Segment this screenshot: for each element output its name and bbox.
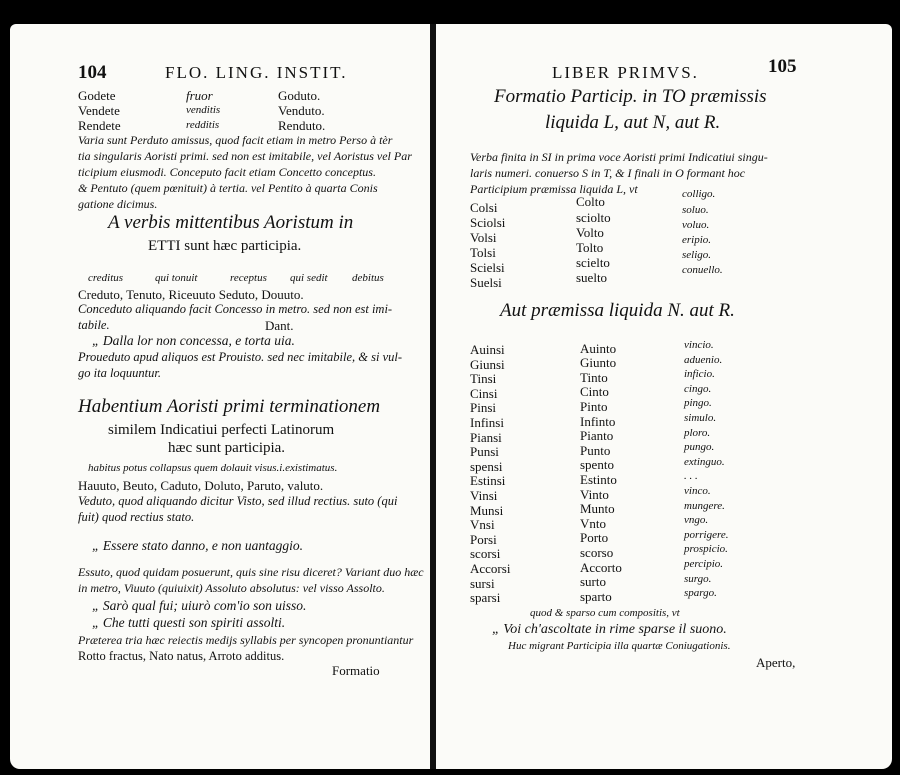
list-item: surto	[580, 574, 606, 590]
list-item: voluo.	[682, 219, 710, 231]
list-item: ploro.	[684, 426, 711, 439]
list-item: sciolto	[576, 210, 611, 225]
text-line: gatione dicimus.	[78, 197, 158, 211]
list-item: surgo.	[684, 572, 712, 585]
right-running-head: LIBER PRIMVS.	[552, 63, 699, 82]
gloss: qui sedit	[290, 272, 328, 284]
list-item: Auinsi	[470, 342, 505, 357]
list-item: mungere.	[684, 499, 725, 512]
list-item: Infinsi	[470, 415, 504, 430]
list-item: Tolto	[576, 240, 604, 255]
list-item: Pinsi	[470, 400, 497, 416]
list-item: Accorsi	[470, 561, 511, 576]
text-line: Varia sunt Perduto amissus, quod facit etiam in metro Perso à tèr	[78, 133, 393, 147]
left-page-number: 104	[78, 62, 107, 83]
quotation: „ Che tutti questi son spiriti assolti.	[92, 615, 286, 630]
table-cell: redditis	[186, 119, 220, 131]
text-line: fuit) quod rectius stato.	[78, 510, 195, 524]
list-item: Munto	[580, 501, 615, 517]
text-line: go ita loquuntur.	[78, 366, 161, 380]
list-item: sparto	[580, 588, 612, 604]
quotation: „ Voi ch'ascoltate in rime sparse il suono.	[492, 622, 727, 637]
text-line: Hauuto, Beuto, Caduto, Doluto, Paruto, valuto.	[78, 478, 324, 493]
list-item: Estinsi	[470, 473, 506, 489]
list-item: sparsi	[470, 590, 501, 606]
list-item: Pianto	[580, 428, 614, 444]
text-line: Rotto fractus, Nato natus, Arroto additus.	[78, 649, 285, 663]
list-item: spento	[580, 457, 614, 473]
text-line: quod & sparso cum compositis, vt	[530, 607, 680, 619]
text-line: ticipium eiusmodi. Conceputo facit etiam Concetto conceptus.	[78, 165, 376, 179]
quotation: „ Essere stato danno, e non uantaggio.	[92, 538, 303, 553]
section-subheading: ETTI sunt hæc participia.	[148, 238, 302, 254]
text-line: in metro, Viuuto (quiuixit) Assoluto absolutus: vel visso Assolto.	[78, 581, 385, 595]
text-line: Veduto, quod aliquando dicitur Visto, sed illud rectius. suto (qui	[78, 494, 398, 508]
list-item: Giunsi	[470, 356, 505, 372]
list-item: scorso	[580, 544, 614, 560]
list-item: . . .	[684, 470, 698, 483]
section-heading: liquida L, aut N, aut R.	[545, 112, 721, 133]
list-item: Tinsi	[470, 371, 497, 387]
gloss: receptus	[230, 272, 267, 284]
list-item: Volsi	[470, 230, 497, 245]
list-item: Scielsi	[470, 260, 505, 275]
list-item: Accorto	[580, 559, 622, 575]
list-item: vngo.	[684, 514, 709, 527]
list-item: spensi	[470, 458, 503, 474]
list-item: pungo.	[684, 441, 715, 454]
list-item: Punto	[580, 442, 611, 458]
list-item: cingo.	[684, 382, 712, 395]
list-item: Suelsi	[470, 275, 502, 290]
table-cell: Renduto.	[278, 118, 326, 133]
list-item: eripio.	[682, 234, 712, 246]
text-line: tabile.	[78, 318, 110, 332]
list-item: colligo.	[682, 188, 716, 200]
text-line: Participium præmissa liquida L, vt	[470, 182, 638, 196]
gloss: creditus	[88, 272, 124, 284]
table-cell: Rendete	[78, 118, 121, 133]
list-item: simulo.	[684, 412, 717, 424]
list-item: Auinto	[580, 340, 617, 356]
list-item: scorsi	[470, 546, 501, 562]
list-item: prospicio.	[684, 543, 728, 556]
text-line: Essuto, quod quidam posuerunt, quis sine risu diceret? Variant duo hæc	[78, 565, 424, 579]
list-item: soluo.	[682, 204, 709, 216]
text-line: laris numeri. conuerso S in T, & I finali in O formant hoc	[470, 166, 746, 180]
list-item: Sciolsi	[470, 215, 506, 230]
list-item: extinguo.	[684, 455, 725, 468]
list-item: Piansi	[470, 429, 502, 445]
list-item: Porto	[580, 530, 609, 546]
list-item: percipio.	[684, 558, 723, 570]
list-item: conuello.	[682, 264, 723, 276]
list-item: spargo.	[684, 587, 717, 600]
gloss: debitus	[352, 272, 384, 284]
list-item: Cinsi	[470, 385, 498, 401]
gloss: qui tonuit	[155, 272, 198, 284]
list-item: Pinto	[580, 398, 608, 414]
list-item: Tinto	[580, 369, 608, 385]
quotation: „ Sarò qual fui; uiurò com'io son uisso.	[92, 598, 307, 613]
list-item: Vnto	[580, 515, 606, 531]
text-line: Creduto, Tenuto, Riceuuto Seduto, Douuto.	[78, 287, 304, 302]
right-page-number: 105	[768, 56, 797, 77]
list-item: vinco.	[684, 485, 711, 497]
table-cell: fruor	[186, 88, 213, 103]
text-line: Verba finita in SI in prima voce Aoristi primi Indicatiui singu-	[470, 150, 768, 164]
list-item: inficio.	[684, 368, 715, 381]
section-heading: Habentium Aoristi primi terminationem	[78, 396, 381, 417]
list-item: Estinto	[580, 471, 617, 487]
left-running-head: FLO. LING. INSTIT.	[165, 63, 348, 82]
list-item: Cinto	[580, 384, 609, 400]
list-item: Giunto	[580, 355, 617, 371]
catchword: Aperto,	[756, 655, 796, 670]
list-item: Infinto	[580, 413, 616, 429]
text-line: tia singularis Aoristi primi. sed non est imitabile, vel Aoristus vel Par	[78, 149, 412, 163]
list-item: Volto	[576, 225, 604, 240]
list-item: Vnsi	[470, 517, 495, 533]
list-item: Munsi	[470, 502, 504, 518]
text-line: Conceduto aliquando facit Concesso in metro. sed non est imi-	[78, 302, 393, 316]
text-line: Præterea tria hæc reiectis medijs syllabis per syncopen pronuntiantur	[78, 633, 414, 647]
list-item: porrigere.	[684, 528, 729, 541]
list-item: suelto	[576, 270, 608, 285]
list-item: sursi	[470, 575, 495, 591]
quotation: „ Dalla lor non concessa, e torta uia.	[92, 333, 295, 348]
list-item: vincio.	[684, 339, 714, 351]
list-item: Colto	[576, 194, 605, 209]
list-item: Colsi	[470, 200, 498, 215]
section-subheading: similem Indicatiui perfecti Latinorum	[108, 422, 335, 438]
list-item: seligo.	[682, 249, 712, 261]
text-line: Huc migrant Participia illa quartæ Coniugationis.	[508, 640, 731, 652]
list-item: Vinsi	[470, 488, 498, 503]
text-line: Proueduto apud aliquos est Prouisto. sed nec imitabile, & si vul-	[78, 350, 403, 364]
gloss-line: habitus potus collapsus quem dolauit visus.i.existimatus.	[88, 462, 338, 474]
section-heading: A verbis mittentibus Aoristum in	[108, 212, 354, 233]
table-cell: Godete	[78, 88, 116, 103]
list-item: Punsi	[470, 444, 499, 460]
list-item: pingo.	[684, 397, 712, 410]
catchword: Formatio	[332, 663, 380, 678]
table-cell: venditis	[186, 104, 221, 116]
list-item: aduenio.	[684, 353, 723, 366]
text-line: & Pentuto (quem pœnituit) à tertia. vel Pentito à quarta Conis	[78, 181, 378, 195]
text-line: Dant.	[265, 318, 294, 333]
table-cell: Venduto.	[278, 103, 325, 118]
table-cell: Goduto.	[278, 88, 321, 103]
section-subheading: hæc sunt participia.	[168, 440, 286, 456]
list-item: Tolsi	[470, 245, 496, 260]
section-heading: Aut præmissa liquida N. aut R.	[500, 300, 735, 321]
list-item: Porsi	[470, 531, 497, 547]
list-item: scielto	[576, 255, 610, 270]
section-heading: Formatio Particip. in TO præmissis	[494, 86, 767, 107]
list-item: Vinto	[580, 486, 609, 502]
table-cell: Vendete	[78, 103, 120, 118]
right-page	[436, 24, 892, 769]
